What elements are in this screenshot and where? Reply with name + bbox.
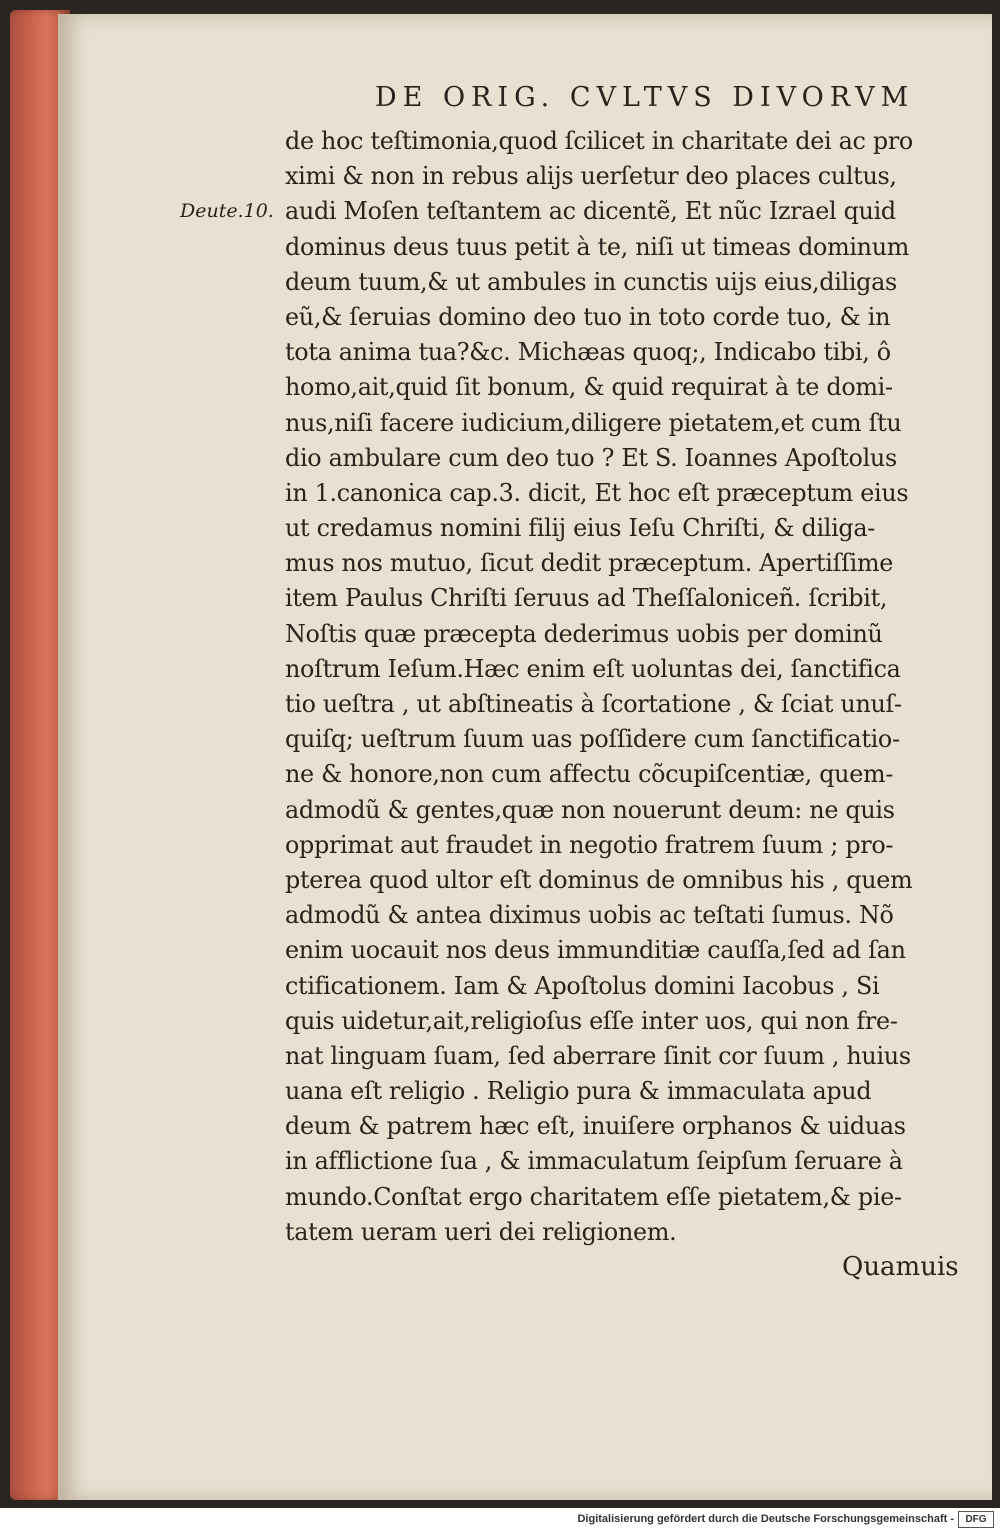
catchword: Quamuis xyxy=(842,1252,959,1282)
text-line: tatem ueram ueri dei religionem. xyxy=(285,1217,677,1246)
text-line: homo,ait,quid ſit bonum, & quid requirat à te domi- xyxy=(285,373,893,402)
text-line: ut credamus nomini filij eius Ieſu Chriſti, & diliga- xyxy=(285,514,876,543)
text-line: in afflictione ſua , & immaculatum ſeipſum ſeruare à xyxy=(285,1147,903,1176)
text-line: ximi & non in rebus alijs uerſetur deo places cultus, xyxy=(285,162,897,191)
text-line: de hoc teſtimonia,quod ſcilicet in charitate dei ac pro xyxy=(285,127,913,155)
text-line: audi Moſen teſtantem ac dicentẽ, Et nũc Izrael quid xyxy=(285,197,896,226)
text-line: quis uidetur,ait,religioſus eſſe inter uos, qui non fre- xyxy=(285,1006,898,1035)
text-line: nat linguam ſuam, ſed aberrare ſinit cor ſuum , huius xyxy=(285,1041,911,1070)
dfg-logo-icon: DFG xyxy=(958,1511,994,1528)
text-line: Noſtis quæ præcepta dederimus uobis per dominũ xyxy=(285,619,883,648)
text-line: admodũ & antea diximus uobis ac teſtati ſumus. Nõ xyxy=(285,901,894,930)
text-line: quiſq; ueſtrum ſuum uas poſſidere cum ſanctificatio- xyxy=(285,725,900,754)
footer-credit: Digitalisierung gefördert durch die Deutsche Forschungsgemeinschaft - xyxy=(577,1513,954,1525)
text-block xyxy=(285,124,985,1250)
text-line: ne & honore,non cum affectu cõcupiſcentiæ, quem- xyxy=(285,760,894,789)
text-line: dominus deus tuus petit à te, niſi ut timeas dominum xyxy=(285,232,910,261)
text-line: eũ,& ſeruias domino deo tuo in toto corde tuo, & in xyxy=(285,302,891,331)
text-line: pterea quod ultor eſt dominus de omnibus his , quem xyxy=(285,865,913,894)
running-head: DE ORIG. CVLTVS DIVORVM xyxy=(375,82,915,113)
text-line: uana eſt religio . Religio pura & immaculata apud xyxy=(285,1077,872,1106)
text-line: mus nos mutuo, ſicut dedit præceptum. Apertiſſime xyxy=(285,549,894,578)
text-line: in 1.canonica cap.3. dicit, Et hoc eſt præceptum eius xyxy=(285,478,909,507)
text-line: opprimat aut fraudet in negotio fratrem ſuum ; pro- xyxy=(285,830,894,859)
text-line: mundo.Conſtat ergo charitatem eſſe pietatem,& pie- xyxy=(285,1182,902,1211)
text-line: tota anima tua?&c. Michæas quoq;, Indicabo tibi, ô xyxy=(285,338,891,367)
text-line: ctificationem. Iam & Apoſtolus domini Iacobus , Si xyxy=(285,971,880,1000)
text-line: dio ambulare cum deo tuo ? Et S. Ioannes Apoſtolus xyxy=(285,443,897,472)
text-line: item Paulus Chriſti ſeruus ad Theſſaloniceñ. ſcribit, xyxy=(285,584,888,613)
text-line: noſtrum Ieſum.Hæc enim eſt uoluntas dei, ſanctifica xyxy=(285,654,901,683)
text-line: deum tuum,& ut ambules in cunctis uijs eius,diligas xyxy=(285,267,897,296)
text-line: nus,niſi facere iudicium,diligere pietatem,et cum ſtu xyxy=(285,408,902,437)
text-line: deum & patrem hæc eſt, inuiſere orphanos & uiduas xyxy=(285,1112,906,1141)
text-line: enim uocauit nos deus immunditiæ cauſſa,ſed ad ſan xyxy=(285,936,906,965)
text-line: admodũ & gentes,quæ non nouerunt deum: ne quis xyxy=(285,795,895,824)
margin-note: Deute.10. xyxy=(180,200,274,222)
text-line: tio ueſtra , ut abſtineatis à ſcortatione , & ſciat unuſ- xyxy=(285,690,902,718)
